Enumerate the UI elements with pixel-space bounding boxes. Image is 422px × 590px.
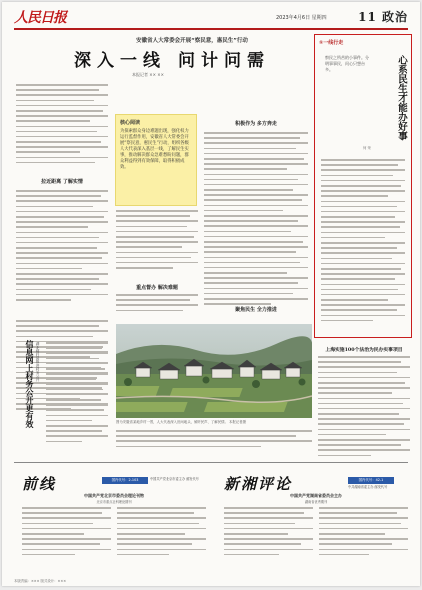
journal-ad-qianxian [14,469,210,577]
lead-column-3 [204,132,308,320]
section-heading: 拉近距离 了解实情 [41,179,83,185]
commentary-title: 心系民生才能办好事 [396,55,407,141]
page-footer: 本版责编：××× 版式设计：××× [14,579,67,583]
newspaper-logo: 人民日报 [14,10,66,26]
section-heading: 重点督办 解决难题 [136,285,178,291]
core-reading-box [115,114,197,206]
postal-code-badge: 国内代号：42-1 [348,477,394,484]
masthead [14,8,408,30]
commentary-box [314,34,412,338]
lead-column-1 [16,84,108,172]
lead-column-2c [116,430,312,456]
core-reading-text: 为探索群众身边难题出现，强化权力运行监督作用，安徽省人大常委会开展“察民意，惠民生”行动，组织各级人大代表深入基层一线，了解民生实事，推动解决群众急难愁盼问题，群众利益得到有效保障，取得积极成效。 [120,129,189,170]
journal-logo: 新湘评论 [224,475,293,493]
lead-headline: 深入一线 问计问需 [74,51,270,71]
commentary-intro: 察民之所苦的小事件。分明事事民，问心只想台多。 [325,55,369,72]
core-reading-title: 核心阅读 [120,120,141,126]
journal-tagline: 北京市重点社科理论期刊 [96,500,132,504]
journal-ad-body [224,507,408,573]
commentary-tag: ①一线行走 [319,40,344,46]
section-heading: 聚焦民生 全力推进 [235,307,277,313]
journal-ad-xinxiang [216,469,412,577]
lead-column-1b [16,190,108,316]
secondary-article-body [46,342,108,454]
postal-code-badge: 国内代号：2-103 [102,477,148,484]
journal-ad-body [22,507,206,573]
commentary-author: 何 荣 [363,146,371,150]
page-number: 11 政治 [358,10,408,24]
sidebar-article-body [318,356,410,456]
journal-logo: 前线 [22,475,57,493]
village-photo-image [116,324,312,418]
vertical-headline: 信息网上村务公开更有效 [25,340,35,428]
journal-sponsor: 中国共产党湖南省委员会主办 [290,493,342,498]
village-photo [116,324,312,418]
photo-caption: 图为安徽省某地乡村一景，人大代表深入田间地头，倾听民声、了解民情。 本报记者摄 [116,420,246,424]
lead-column-2b [116,294,198,320]
lead-kicker: 安徽省人大常委会开展“察民意，惠民生”行动 [136,38,248,44]
sidebar-headline: 上海实施100个法治为民办实事项目 [325,347,403,353]
ad-band [14,462,408,579]
newspaper-page [2,2,420,586]
postal-code-note: 中国共产党北京市委主办 邮发代号 [150,477,199,481]
section-heading: 积极作为 多方奔走 [235,121,277,127]
issue-date: 2023年4月6日 星期四 [276,15,327,21]
journal-sponsor: 中国共产党北京市委员会理论刊物 [84,493,144,498]
postal-code-note: 中共湖南省委主办 邮发代号 [348,485,388,489]
journal-tagline: 湖南省优秀期刊 [304,500,328,504]
vertical-kicker: 湖北秭归县推进村务公开 [36,342,40,382]
lead-byline: 本报记者 ×× ×× [132,72,164,77]
commentary-body [321,159,405,333]
